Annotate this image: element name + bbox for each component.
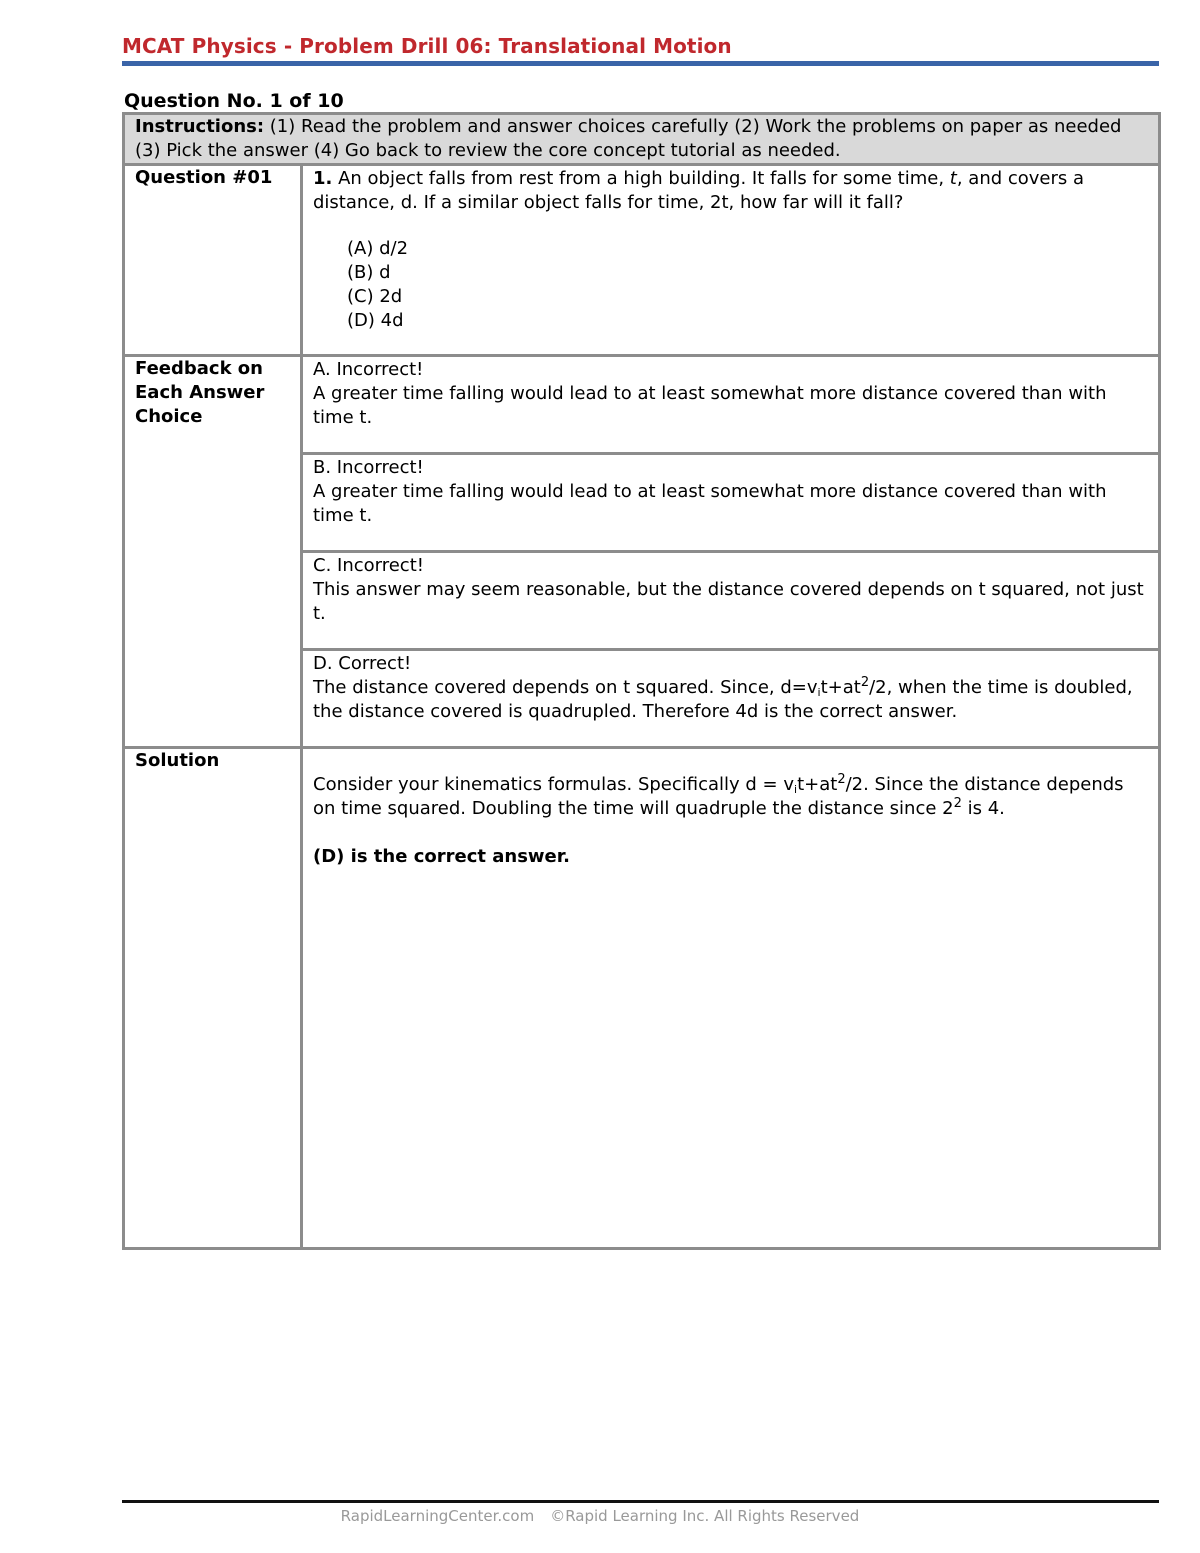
feedback-a	[302, 356, 1160, 454]
solution-cell	[302, 748, 1160, 1249]
question-row	[124, 165, 1160, 356]
footer	[0, 1507, 1200, 1525]
solution-row	[124, 748, 1160, 1249]
feedback-d-text-c: /2, when the time is doubled, the distance covered is quadrupled. Therefore 4d is the correct answer.	[313, 677, 1133, 722]
choice-a[interactable]: (A) d/2	[347, 238, 409, 259]
question-cell	[302, 165, 1160, 356]
solution-answer: (D) is the correct answer.	[313, 846, 570, 867]
feedback-c-text: This answer may seem reasonable, but the distance covered depends on t squared, not just t.	[313, 579, 1144, 624]
feedback-a-heading: A. Incorrect!	[313, 359, 424, 380]
feedback-b-heading: B. Incorrect!	[313, 457, 424, 478]
solution-superscript-2: 2	[953, 796, 962, 811]
instructions-cell	[124, 114, 1160, 165]
feedback-b	[302, 454, 1160, 552]
feedback-d-text-a: The distance covered depends on t squared. Since, d=v	[313, 677, 818, 698]
choice-d[interactable]: (D) 4d	[347, 310, 404, 331]
question-stem	[313, 167, 1148, 215]
feedback-d-text	[313, 676, 1148, 724]
stem-text-1: An object falls from rest from a high building. It falls for some time,	[332, 168, 950, 189]
instructions-text: (1) Read the problem and answer choices carefully (2) Work the problems on paper as needed (3) Pick the answer (4) Go back to review the core concept tutorial as needed.	[135, 116, 1122, 161]
footer-site[interactable]: RapidLearningCenter.com	[340, 1507, 535, 1525]
solution-text	[313, 773, 1148, 821]
instructions-label: Instructions:	[135, 116, 265, 137]
feedback-d	[302, 650, 1160, 748]
feedback-b-text: A greater time falling would lead to at least somewhat more distance covered than with time t.	[313, 481, 1107, 526]
feedback-row-a	[124, 356, 1160, 454]
solution-subscript: i	[794, 783, 798, 796]
choice-b[interactable]: (B) d	[347, 262, 391, 283]
solution-text-d: is 4.	[961, 798, 1005, 819]
solution-text-c: /2. Since the distance depends on time squared. Doubling the time will quadruple the distance since 2	[313, 774, 1124, 819]
feedback-d-heading: D. Correct!	[313, 653, 412, 674]
feedback-d-text-b: t+at	[820, 677, 861, 698]
stem-variable: t	[949, 168, 957, 189]
question-number: Question No. 1 of 10	[124, 90, 344, 112]
question-number-bold: 1.	[313, 168, 333, 189]
solution-text-a: Consider your kinematics formulas. Specifically d = v	[313, 774, 795, 795]
question-label: Question #01	[124, 165, 302, 356]
header-divider	[122, 61, 1159, 66]
solution-label: Solution	[124, 748, 302, 1249]
instructions-row	[124, 114, 1160, 165]
choice-c[interactable]: (C) 2d	[347, 286, 403, 307]
feedback-label: Feedback on Each Answer Choice	[124, 356, 302, 748]
footer-copyright: ©Rapid Learning Inc. All Rights Reserved	[550, 1507, 860, 1525]
feedback-c	[302, 552, 1160, 650]
solution-text-b: t+at	[797, 774, 838, 795]
stem-text-2: , and covers a distance, d. If a similar object falls for time, 2t, how far will it fall?	[313, 168, 1085, 213]
feedback-a-text: A greater time falling would lead to at least somewhat more distance covered than with time t.	[313, 383, 1107, 428]
feedback-c-heading: C. Incorrect!	[313, 555, 424, 576]
answer-choices	[347, 237, 1148, 333]
document-title: MCAT Physics - Problem Drill 06: Translational Motion	[122, 34, 732, 58]
footer-divider	[122, 1500, 1159, 1503]
drill-table	[122, 112, 1161, 1250]
feedback-d-superscript: 2	[860, 675, 870, 690]
solution-superscript-1: 2	[837, 772, 846, 787]
feedback-d-subscript: i	[817, 686, 821, 699]
